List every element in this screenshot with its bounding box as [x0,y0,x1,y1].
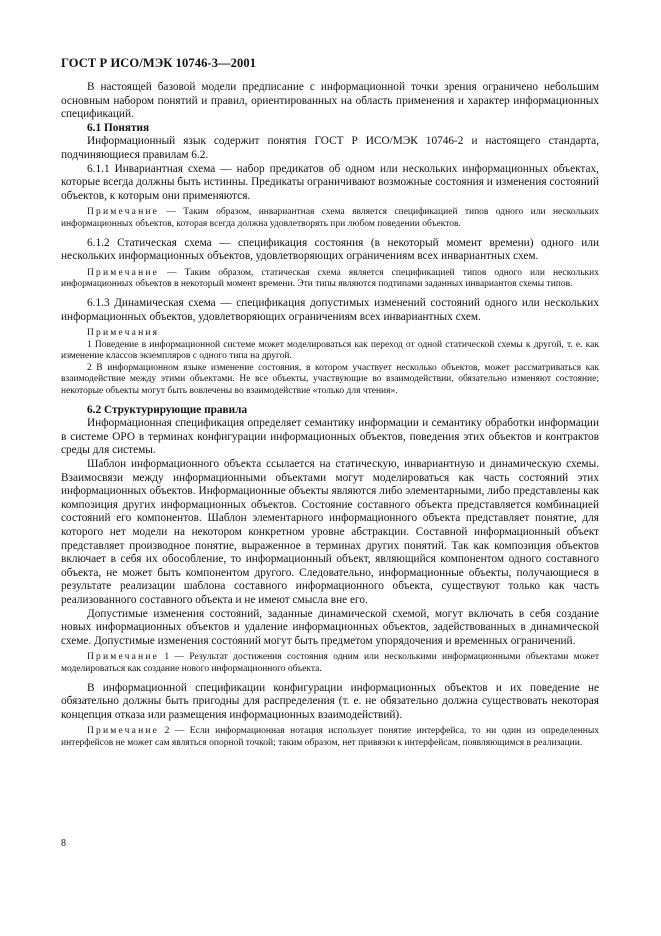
page-number: 8 [61,838,66,849]
section-6-2-note-2 [61,726,599,749]
document-body [61,81,599,750]
note-text: — Таким образом, статическая схема является спецификацией типов одного или нескольких информационных объектов в некоторый момент времени. Эти типы являются подтипами заданных инвариантов схемы типов. [61,267,599,290]
section-6-1-1-paragraph: 6.1.1 Инвариантная схема — набор предикатов об одном или нескольких информационных объектах, которые всегда должны быть истинны. Предикаты ограничивают возможные состояния и изменения состояний объектов, к которым они применяются. [61,162,599,202]
note-text: 1 — Результат достижения состояния одним или несколькими информационными объектами может моделироваться как создание нового информационного объекта. [61,652,599,674]
note-label: Примечание [87,207,160,218]
notes-title: Примечания [87,328,160,339]
section-6-2-paragraph-4: В информационной спецификации конфигурации информационных объектов и их поведение не обязательно должны быть пригодны для распределения (т. е. не обязательно должна существовать некоторая концепция отказа или размещения информационных взаимодействий). [61,681,599,721]
section-6-1-3-note-2: 2 В информационном языке изменение состояния, в котором участвует несколько объектов, может рассматриваться как взаимодействие между этими объектами. Не все объекты, участвующие во взаимодействии, обязательно изменяют состояние; некоторые объекты могут быть вовлечены во взаимодействие «только для чтения». [61,362,599,397]
note-label: Примечание [87,652,160,663]
section-6-1-3-note-1: 1 Поведение в информационной системе может моделироваться как переход от одной статической схемы к другой, т. е. как изменение классов экземпляров с одного типа на другой. [61,339,599,362]
document-header: ГОСТ Р ИСО/МЭК 10746-3—2001 [61,56,257,70]
section-6-1-2-note [61,268,599,291]
section-6-2-paragraph-3: Допустимые изменения состояний, заданные динамической схемой, могут включать в себя создание новых информационных объектов и удаление информационных объектов, задействованных в динамической схеме. Допустимые изменения состояний могут быть предметом упорядочения и временных ограничений. [61,607,599,647]
section-6-2-note-1 [61,652,599,675]
section-6-2-paragraph-1: Информационная спецификация определяет семантику информации и семантику обработки информации в системе ОРО в терминах конфигурации информационных объектов, поведения этих объектов и контрактов среды для системы. [61,417,599,457]
note-text: 2 — Если информационная нотация использует понятие интерфейса, то ни один из определенных интерфейсов не может сам являться опорной точкой; таким образом, нет привязки к интерфейсам, появляющимся в реализации. [61,726,599,748]
section-6-1-heading: 6.1 Понятия [87,121,150,134]
section-6-2-heading: 6.2 Структурирующие правила [87,403,248,416]
note-text: — Таким образом, инвариантная схема является спецификацией типов одного или нескольких информационных объектов, которая всегда должна удовлетворять при любом поведении объектов. [61,207,599,229]
note-label: Примечание [87,267,160,278]
section-6-1-2-paragraph: 6.1.2 Статическая схема — спецификация состояния (в некоторый момент времени) одного или нескольких информационных объектов, удовлетворяющих ограничениям всех инвариантных схем. [61,236,599,263]
section-6-1-1-note [61,207,599,230]
section-6-1-3-paragraph: 6.1.3 Динамическая схема — спецификация допустимых изменений состояний одного или нескольких информационных объектов, удовлетворяющих ограничениям всех инвариантных схем. [61,296,599,323]
intro-paragraph: В настоящей базовой модели предписание с информационной точки зрения ограничено небольшим основным набором понятий и правил, ориентированных на область применения и характер информационных спецификаций. [61,81,599,121]
note-label: Примечание [87,726,160,737]
section-6-1-paragraph: Информационный язык содержит понятия ГОСТ Р ИСО/МЭК 10746-2 и настоящего стандарта, подчиняющиеся правилам 6.2. [61,135,599,161]
section-6-2-paragraph-2: Шаблон информационного объекта ссылается на статическую, инвариантную и динамическую схемы. Взаимосвязи между информационными объектами могут моделироваться как часть состояний этих информационных объектов. Информационные объекты являются либо элементарными, либо представлены как композиция других информационных объектов. Состояние составного объекта представляется комбинацией состояний его компонентов. Шаблон элементарного информационного объекта представляет понятие, для которого нет модели на некотором конкретном уровне абстракции. Составной информационный объект представляет производное понятие, выраженное в терминах других понятий. Так как композиция объектов включает в себя их обособление, то информационный объект, являющийся компонентом одного составного объекта, не может быть компонентом другого. Следовательно, информационные объекты, получающиеся в результате реализации шаблона составного информационного объекта, существуют только как часть реализованного составного объекта и не имеют смысла вне его. [61,458,599,606]
